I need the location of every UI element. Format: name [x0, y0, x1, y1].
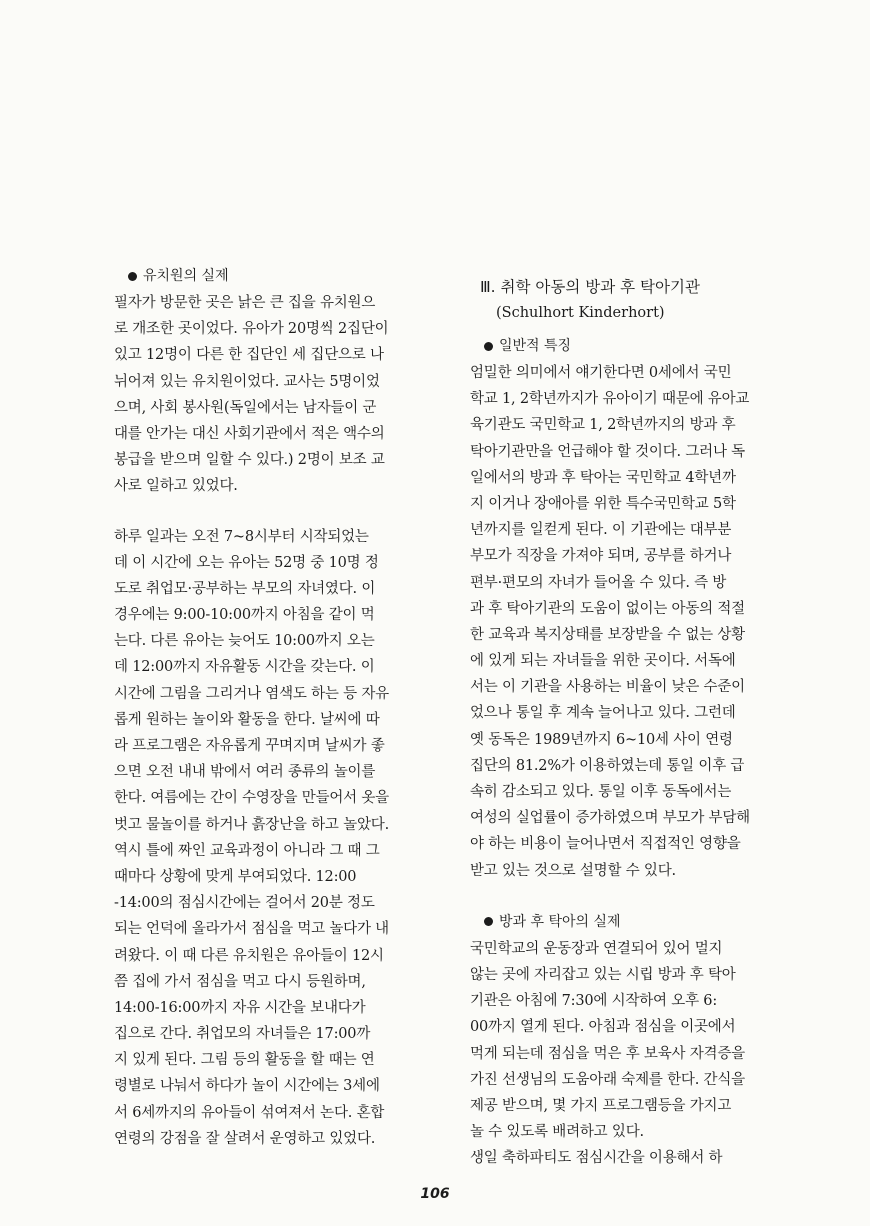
text-line: 하루 일과는 오전 7~8시부터 시작되었는 — [114, 528, 369, 545]
text-line: 생일 축하파티도 점심시간을 이용해서 하 — [470, 1150, 723, 1167]
text-line: 봉급을 받으며 일할 수 있다.) 2명이 보조 교 — [114, 452, 385, 469]
heading-text: 유치원의 실제 — [143, 268, 229, 284]
text-line: 가진 선생님의 도움아래 숙제를 한다. 간식을 — [470, 1071, 745, 1088]
text-line: 받고 있는 것으로 설명할 수 있다. — [470, 862, 676, 879]
section-heading-general — [470, 332, 760, 360]
text-line: 때마다 상황에 맞게 부여되었다. 12:00 — [114, 868, 357, 885]
text-line: 집으로 간다. 취업모의 자녀들은 17:00까 — [114, 1026, 371, 1043]
text-line: 편부·편모의 자녀가 들어올 수 있다. 즉 방 — [470, 574, 727, 591]
text-line: 서 6세까지의 유아들이 섞여져서 논다. 혼합 — [114, 1104, 385, 1121]
text-line: 육기관도 국민학교 1, 2학년까지의 방과 후 — [470, 417, 736, 434]
chapter-subtitle: (Schulhort Kinderhort) — [496, 305, 665, 321]
text-line: 탁아기관만을 언급해야 할 것이다. 그러나 독 — [470, 443, 745, 460]
text-line: 속히 감소되고 있다. 통일 이후 동독에서는 — [470, 784, 732, 800]
text-line: 놀 수 있도록 배려하고 있다. — [470, 1124, 644, 1141]
text-line: 필자가 방문한 곳은 낡은 큰 집을 유치원으 — [114, 295, 376, 311]
left-column — [114, 262, 414, 1152]
text-line: 않는 곳에 자리잡고 있는 시립 방과 후 탁아 — [470, 966, 736, 983]
text-line: 으며, 사회 봉사원(독일에서는 남자들이 군 — [114, 399, 377, 416]
bullet-icon — [484, 342, 493, 351]
text-line: 로 개조한 곳이었다. 유아가 20명씩 2집단이 — [114, 321, 389, 338]
text-line: -14:00의 점심시간에는 걸어서 20분 정도 — [114, 895, 375, 912]
text-line: 에 있게 되는 자녀들을 위한 곳이다. 서독에 — [470, 653, 736, 670]
text-line: 데 이 시간에 오는 유아는 52명 중 10명 정 — [114, 554, 379, 571]
text-line: 한 교육과 복지상태를 보장받을 수 없는 상황 — [470, 626, 745, 643]
text-line: 집단의 81.2%가 이용하였는데 통일 이후 급 — [470, 757, 745, 774]
text-line: 부모가 직장을 가져야 되며, 공부를 하거나 — [470, 548, 732, 565]
text-line: 년까지를 일컫게 된다. 이 기관에는 대부분 — [470, 522, 732, 539]
text-line: 데 12:00까지 자유활동 시간을 갖는다. 이 — [114, 659, 375, 676]
text-line: 서는 이 기관을 사용하는 비율이 낮은 수준이 — [470, 679, 745, 696]
text-line: 일에서의 방과 후 탁아는 국민학교 4학년까 — [470, 469, 736, 486]
text-line: 시간에 그림을 그리거나 염색도 하는 등 자유 — [114, 685, 389, 702]
text-line: 역시 틀에 짜인 교육과정이 아니라 그 때 그 — [114, 842, 380, 859]
text-line: 령별로 나눠서 하다가 놀이 시간에는 3세에 — [114, 1078, 380, 1095]
text-line: 되는 언덕에 올라가서 점심을 먹고 놀다가 내 — [114, 921, 389, 938]
text-line: 롭게 원하는 놀이와 활동을 한다. 날씨에 따 — [114, 711, 380, 728]
text-line: 엄밀한 의미에서 얘기한다면 0세에서 국민 — [470, 365, 732, 381]
text-line: 지 있게 된다. 그림 등의 활동을 할 때는 연 — [114, 1052, 375, 1069]
bullet-icon — [128, 272, 137, 281]
section-heading-practice — [470, 908, 760, 936]
paragraph — [470, 360, 760, 884]
text-line: 경우에는 9:00-10:00까지 아침을 같이 먹 — [114, 607, 375, 624]
text-line: 는다. 다른 유아는 늦어도 10:00까지 오는 — [114, 633, 375, 650]
heading-text: 일반적 특징 — [499, 338, 572, 354]
text-line: 여성의 실업률이 증가하였으며 부모가 부담해 — [470, 810, 750, 827]
bullet-icon — [484, 917, 493, 926]
text-line: 국민학교의 운동장과 연결되어 있어 멀지 — [470, 940, 723, 957]
text-line: 야 하는 비용이 늘어나면서 직접적인 영향을 — [470, 836, 741, 853]
text-line: 과 후 탁아기관의 도움이 없이는 아동의 적절 — [470, 600, 745, 617]
paragraph — [114, 290, 414, 500]
text-line: 라 프로그램은 자유롭게 꾸며지며 날씨가 좋 — [114, 738, 385, 754]
chapter-title: Ⅲ. 취학 아동의 방과 후 탁아기관 — [480, 278, 700, 296]
text-line: 으면 오전 내내 밖에서 여러 종류의 놀이를 — [114, 764, 376, 781]
page-number: 106 — [420, 1186, 450, 1202]
text-line: 연령의 강점을 잘 살려서 운영하고 있었다. — [114, 1130, 376, 1147]
paragraph — [114, 524, 414, 1153]
text-line: 먹게 되는데 점심을 먹은 후 보육사 자격증을 — [470, 1045, 745, 1062]
text-line: 도로 취업모·공부하는 부모의 자녀였다. 이 — [114, 580, 376, 597]
text-line: 기관은 아침에 7:30에 시작하여 오후 6: — [470, 993, 718, 1010]
text-line: 한다. 여름에는 간이 수영장을 만들어서 옷을 — [114, 790, 389, 807]
text-line: 지 이거나 장애아를 위한 특수국민학교 5학 — [470, 495, 736, 512]
text-line: 00까지 열게 된다. 아침과 점심을 이곳에서 — [470, 1019, 736, 1036]
paragraph — [470, 936, 760, 1172]
heading-text: 방과 후 탁아의 실제 — [499, 913, 621, 930]
text-line: 학교 1, 2학년까지가 유아이기 때문에 유아교 — [470, 391, 750, 408]
text-line: 있고 12명이 다른 한 집단인 세 집단으로 나 — [114, 347, 384, 364]
text-line: 제공 받으며, 몇 가지 프로그램등을 가지고 — [470, 1097, 732, 1114]
text-line: 벗고 물놀이를 하거나 흙장난을 하고 놀았다. — [114, 816, 389, 833]
text-line: 쯤 집에 가서 점심을 먹고 다시 등원하며, — [114, 973, 366, 990]
text-line: 려왔다. 이 때 다른 유치원은 유아들이 12시 — [114, 947, 384, 964]
text-line: 대를 안가는 대신 사회기관에서 적은 액수의 — [114, 425, 385, 442]
right-column — [470, 274, 760, 1171]
text-line: 옛 동독은 1989년까지 6~10세 사이 연령 — [470, 731, 733, 748]
text-line: 뉘어져 있는 유치원이었다. 교사는 5명이었 — [114, 373, 380, 390]
text-line: 었으나 통일 후 계속 늘어나고 있다. 그런데 — [470, 705, 736, 722]
text-line: 사로 일하고 있었다. — [114, 478, 238, 495]
section-heading-kindergarten — [114, 262, 414, 290]
text-line: 14:00-16:00까지 자유 시간을 보내다가 — [114, 999, 366, 1016]
